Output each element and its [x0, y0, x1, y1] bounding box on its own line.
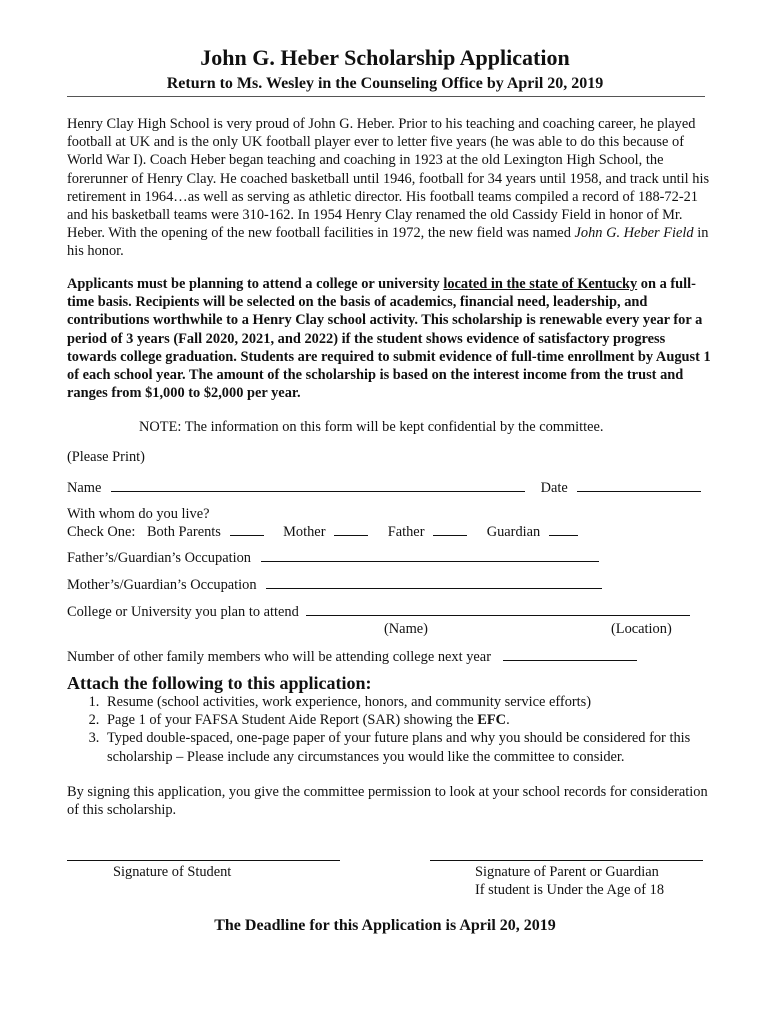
- family-members-field[interactable]: [503, 647, 637, 661]
- both-parents-label: Both Parents: [146, 524, 221, 540]
- college-field[interactable]: [306, 602, 690, 616]
- mother-occupation-field[interactable]: [266, 575, 602, 589]
- check-one-label: Check One:: [67, 524, 136, 540]
- intro-paragraph: [67, 115, 712, 261]
- college-row: [67, 602, 690, 621]
- live-question: With whom do you live?: [67, 506, 210, 522]
- college-location-caption: (Location): [611, 621, 672, 637]
- intro-text-part1: Henry Clay High School is very proud of John G. Heber. Prior to his teaching and coaching career, he played football at UK and is the only UK football player ever to letter five years (he was able to do this because of World War I). Coach Heber began teaching and coaching in 1923 at the old Lexington High School, the forerunner of Henry Clay. He coached basketball until 1946, football for 34 years until 1958, and track until his retirement in 1964…as well as serving as athletic director. His football teams compiled a record of 188-72-21 and his basketball teams were 310-162. In 1954 Henry Clay renamed the old Cassidy Field in honor of Mr. Heber. With the opening of the new football facilities in 1972, the new field was named: [67, 116, 710, 242]
- father-occupation-label: Father’s/Guardian’s Occupation: [67, 550, 251, 566]
- attachment-item-resume: [103, 693, 743, 711]
- heber-field-name: John G. Heber Field: [574, 225, 694, 242]
- college-label: College or University you plan to attend: [67, 604, 299, 620]
- father-label: Father: [387, 524, 425, 540]
- title-divider: [67, 96, 705, 97]
- attach-heading: Attach the following to this application:: [67, 673, 372, 693]
- eligibility-text-part2: on a full-time basis. Recipients will be selected on the basis of academics, financial need, leadership, and contributions worthwhile to a Henry Clay school activity. This scholarship is renewable every year for a period of 3 years (Fall 2020, 2021, and 2022) if the student shows evidence of satisfactory progress towards college graduation. Students are required to submit evidence of full-time enrollment by August 1 of each school year. The amount of the scholarship is based on the interest income from the trust and ranges from $1,000 to $2,000 per year.: [67, 276, 711, 402]
- attachment-item-fafsa: [103, 711, 743, 729]
- mother-occupation-label: Mother’s/Guardian’s Occupation: [67, 577, 257, 593]
- attachment-item-fafsa-text: Page 1 of your FAFSA Student Aide Report (SAR) showing the: [107, 712, 478, 729]
- page-subtitle: Return to Ms. Wesley in the Counseling Office by April 20, 2019: [166, 75, 604, 92]
- date-field[interactable]: [577, 478, 701, 492]
- mother-checkbox[interactable]: [334, 522, 368, 536]
- attachment-item-resume-text: Resume (school activities, work experience, honors, and community service efforts): [107, 694, 592, 710]
- please-print: (Please Print): [67, 449, 145, 465]
- father-occupation-row: [67, 548, 599, 567]
- eligibility-paragraph: [67, 275, 712, 402]
- parent-signature-label: Signature of Parent or Guardian: [475, 864, 659, 880]
- efc-text: EFC: [477, 712, 507, 729]
- parent-signature-note: If student is Under the Age of 18: [475, 882, 665, 898]
- mother-label: Mother: [283, 524, 326, 540]
- student-signature-label: Signature of Student: [113, 864, 232, 880]
- parent-signature-line[interactable]: [430, 860, 703, 861]
- both-parents-checkbox[interactable]: [230, 522, 264, 536]
- intro-text-part2: in his honor.: [67, 225, 709, 260]
- family-members-row: [67, 647, 637, 666]
- student-signature-line[interactable]: [67, 860, 340, 861]
- college-name-caption: (Name): [384, 621, 428, 637]
- attachment-item-fafsa-end: .: [506, 712, 510, 729]
- guardian-label: Guardian: [486, 524, 541, 540]
- deadline-footer: The Deadline for this Application is April 20, 2019: [214, 917, 556, 934]
- eligibility-text-part1: Applicants must be planning to attend a college or university: [67, 276, 444, 292]
- name-row: [67, 478, 701, 497]
- father-occupation-field[interactable]: [261, 548, 599, 562]
- family-members-label: Number of other family members who will be attending college next year: [67, 649, 491, 665]
- guardian-checkbox[interactable]: [549, 522, 578, 536]
- confidential-note: NOTE: The information on this form will be kept confidential by the committee.: [139, 419, 604, 435]
- kentucky-requirement: located in the state of Kentucky: [443, 276, 638, 292]
- attachment-item-paper: [103, 729, 743, 765]
- attachment-list: [67, 693, 743, 766]
- father-checkbox[interactable]: [433, 522, 467, 536]
- name-field[interactable]: [111, 478, 525, 492]
- attachment-item-paper-text: Typed double-spaced, one-page paper of your future plans and why you should be considered for this scholarship – Please include any circumstances you would like the committee to consider.: [107, 730, 691, 765]
- date-label: Date: [540, 480, 568, 496]
- living-check-row: [67, 522, 578, 541]
- name-label: Name: [67, 480, 102, 496]
- mother-occupation-row: [67, 575, 602, 594]
- page-title: John G. Heber Scholarship Application: [200, 45, 570, 70]
- consent-paragraph: By signing this application, you give the committee permission to look at your school records for consideration of this scholarship.: [67, 784, 708, 819]
